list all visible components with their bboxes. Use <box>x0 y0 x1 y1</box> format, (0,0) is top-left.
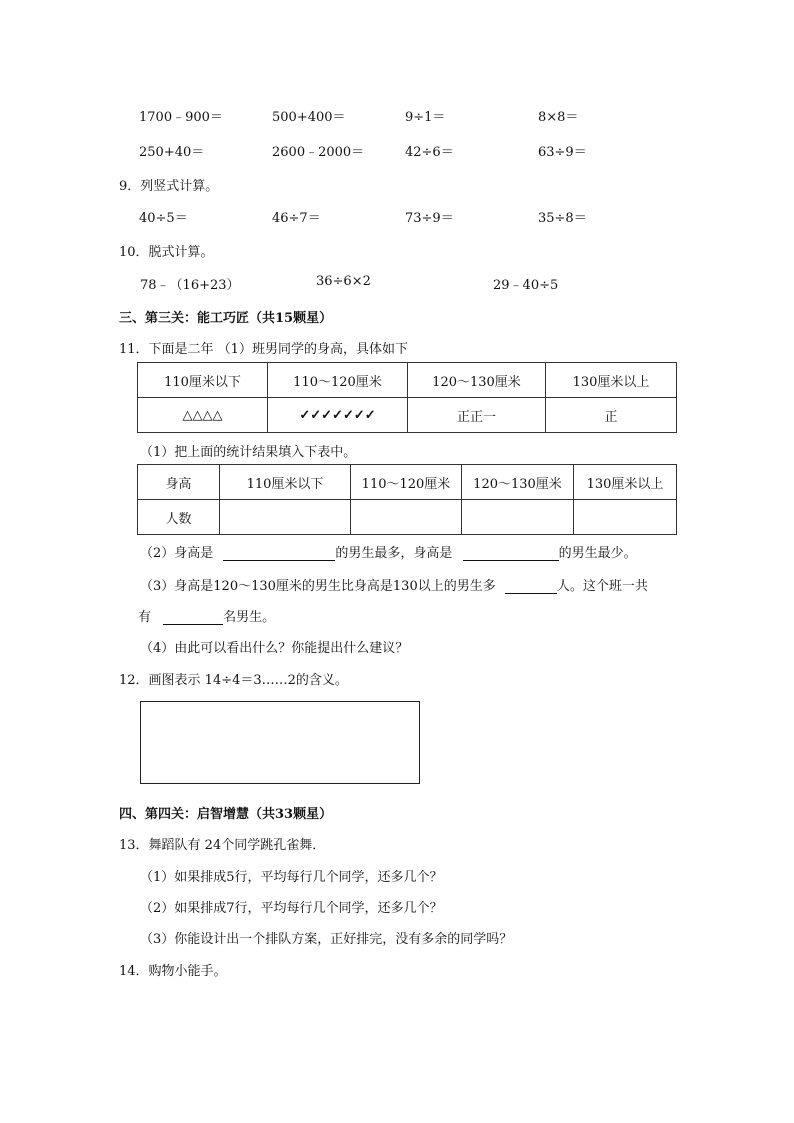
count-header: 110厘米以下 <box>220 465 351 500</box>
section-3-heading: 三、第三关：能工巧匠（共15颗星） <box>119 311 333 326</box>
q11-sub4: （4）由此可以看出什么？你能提出什么建议？ <box>140 641 409 656</box>
tally-header: 110厘米以下 <box>138 363 268 398</box>
q11-sub3-text: 人。这个班一共 <box>556 579 648 594</box>
answer-blank[interactable] <box>163 610 223 625</box>
drawing-box[interactable] <box>140 701 420 784</box>
calc-row-2 <box>0 141 794 161</box>
section-4-heading: 四、第四关：启智增慧（共33颗星） <box>119 807 333 822</box>
question-10-title: 10．脱式计算。 <box>119 245 214 260</box>
q11-sub1: （1）把上面的统计结果填入下表中。 <box>140 445 357 460</box>
answer-blank[interactable] <box>463 546 559 561</box>
calc-item: 35÷8＝ <box>538 211 587 226</box>
calc-item: 2600﹣2000＝ <box>272 145 365 160</box>
question-12-title: 12．画图表示 14÷4＝3……2的含义。 <box>119 673 348 688</box>
tally-table <box>137 362 677 433</box>
tally-mark: ✓✓✓✓✓✓✓ <box>268 398 408 433</box>
tally-mark: △△△△ <box>138 398 268 433</box>
q11-sub3-text: 名男生。 <box>223 610 276 625</box>
calc-item: 42÷6＝ <box>405 145 454 160</box>
calc-item: 78﹣（16+23） <box>140 278 240 293</box>
q11-sub2-text: 的男生最少。 <box>558 546 637 561</box>
tally-mark: 正 <box>546 398 677 433</box>
calc-item: 500+400＝ <box>272 110 346 125</box>
count-row-label: 人数 <box>138 500 220 535</box>
question-11-title: 11．下面是二年 （1）班男同学的身高，具体如下 <box>119 342 408 357</box>
q11-sub2-text: 的男生最多，身高是 <box>335 546 453 561</box>
calc-row-1 <box>0 106 794 126</box>
question-14-title: 14．购物小能手。 <box>119 964 227 979</box>
calc-item: 1700﹣900＝ <box>139 110 223 125</box>
q11-sub3-text: 有 <box>138 610 152 625</box>
q11-sub2-text: （2）身高是 <box>140 546 214 561</box>
q10-items <box>0 274 794 294</box>
count-table <box>137 464 677 535</box>
q11-sub3 <box>140 575 648 594</box>
answer-blank[interactable] <box>505 579 557 594</box>
q13-sub1: （1）如果排成5行，平均每行几个同学，还多几个？ <box>140 870 443 885</box>
calc-item: 46÷7＝ <box>272 211 321 226</box>
count-input-cell[interactable] <box>351 500 462 535</box>
q11-sub3-cont <box>138 606 275 625</box>
count-header: 110～120厘米 <box>351 465 462 500</box>
count-input-cell[interactable] <box>574 500 677 535</box>
calc-item: 40÷5＝ <box>139 211 188 226</box>
q11-sub2 <box>140 542 637 561</box>
question-9-title: 9．列竖式计算。 <box>119 179 219 194</box>
count-header: 120～130厘米 <box>462 465 574 500</box>
count-input-cell[interactable] <box>462 500 574 535</box>
calc-item: 250+40＝ <box>139 145 205 160</box>
q13-sub2: （2）如果排成7行，平均每行几个同学，还多几个？ <box>140 901 443 916</box>
calc-item: 8×8＝ <box>538 110 579 125</box>
q13-sub3: （3）你能设计出一个排队方案，正好排完，没有多余的同学吗？ <box>140 932 513 947</box>
calc-item: 9÷1＝ <box>405 110 446 125</box>
tally-header: 120～130厘米 <box>408 363 546 398</box>
q9-items <box>0 207 794 227</box>
answer-blank[interactable] <box>223 546 335 561</box>
calc-item: 29﹣40÷5 <box>493 278 559 293</box>
count-input-cell[interactable] <box>220 500 351 535</box>
calc-item: 36÷6×2 <box>316 274 371 289</box>
count-header: 130厘米以上 <box>574 465 677 500</box>
calc-item: 63÷9＝ <box>538 145 587 160</box>
tally-mark: 正正一 <box>408 398 546 433</box>
tally-header: 130厘米以上 <box>546 363 677 398</box>
q11-sub3-text: （3）身高是120～130厘米的男生比身高是130以上的男生多 <box>140 579 496 594</box>
tally-header: 110～120厘米 <box>268 363 408 398</box>
calc-item: 73÷9＝ <box>405 211 454 226</box>
question-13-title: 13．舞蹈队有 24个同学跳孔雀舞． <box>119 838 326 853</box>
count-header: 身高 <box>138 465 220 500</box>
